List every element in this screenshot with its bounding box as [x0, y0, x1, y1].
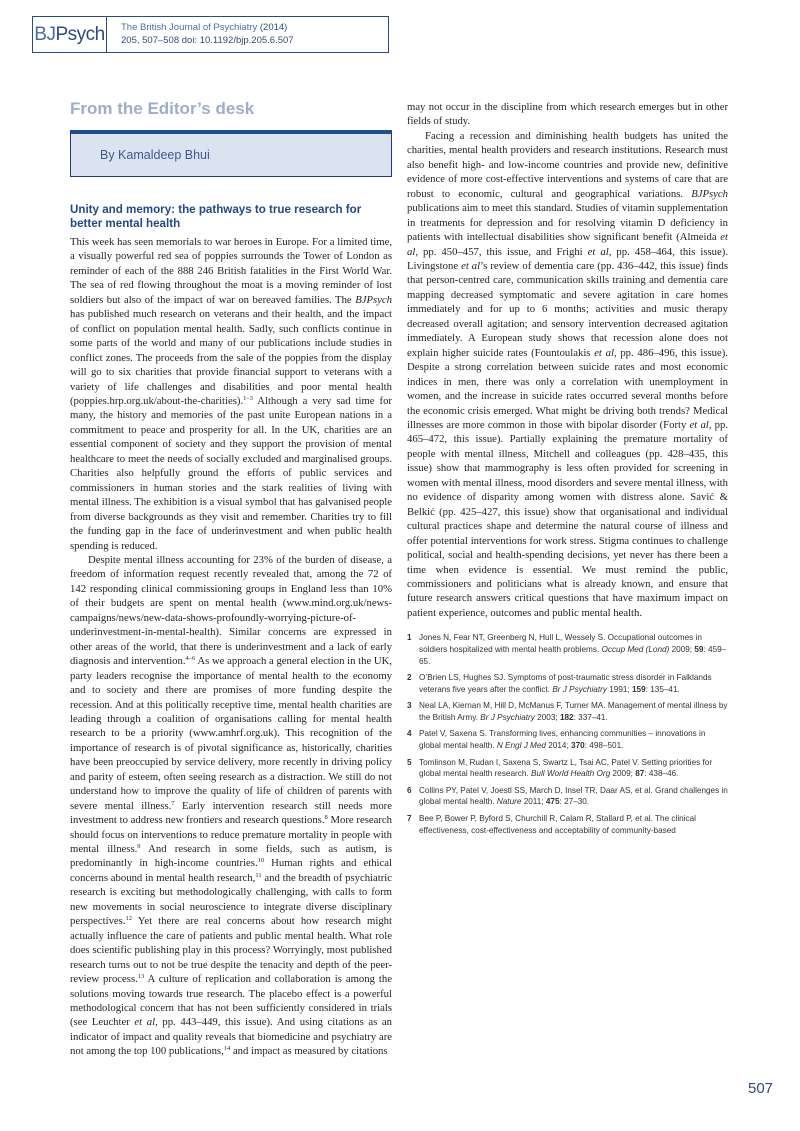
article-title: Unity and memory: the pathways to true research for better mental health [70, 203, 362, 230]
doi-line: 205, 507–508 doi: 10.1192/bjp.205.6.507 [121, 35, 294, 46]
author-byline: By Kamaldeep Bhui [100, 148, 210, 162]
reference-number: 6 [407, 785, 412, 795]
citation-marker: 7 [171, 799, 175, 807]
reference-text: Neal LA, Kiernan M, Hill D, McManus F, Turner MA. Management of mental illness by the British Army. Br J Psychiatry 2003; 182: 337–41. [419, 701, 728, 722]
reference-text: Patel V, Saxena S. Transforming lives, enhancing communities – innovations in global mental health. N Engl J Med 2014; 370: 498–501. [419, 729, 706, 751]
reference-number: 7 [407, 814, 412, 824]
reference-text: Bee P, Bower P, Byford S, Churchill R, Calam R, Stallard P, et al. The clinical effectiveness, cost-effectiveness and acceptability of community-based [419, 814, 696, 835]
byline-box [70, 130, 392, 177]
article-paragraph: may not occur in the discipline from which research emerges but in other fields of study. [407, 101, 728, 128]
reference-list [407, 632, 728, 836]
reference-text: Jones N, Fear NT, Greenberg N, Hull L, Wessely S. Occupational outcomes in soldiers hospitalized with mental health problems. Occup Med (Lond) 2009; 59: 459–65. [419, 633, 727, 666]
journal-citation [107, 17, 294, 52]
reference-item [407, 728, 728, 751]
article-paragraph: This week has seen memorials to war heroes in Europe. For a limited time, a visually powerful red sea of poppies surrounds the Tower of London as reminder of each of the 888 246 British fatalities in the First World War. The sea of red flowing throughout the moat is a moving reminder of lost soldiers but also of the impact of war on bereaved families. The BJPsych has published much research on veterans and their health, and the impact of conflict on population mental health. Sadly, such conflicts continue in some parts of the world and many of our publications include studies in conflict zones. The proceeds from the sale of the poppies from the display will go to six charities that provide financial support to veterans with a variety of life challenges and disabilities and poor mental health (poppies.hrp.org.uk/about-the-charities).$^{1-3}$ Although a very sad time for many, the history and memories of the past unite European nations in a commitment to peace and prosperity for all. In the UK, charities are an essential component of society and they support the provision of mental healthcare to meet the needs of socially excluded and marginalised groups. Charities also helpfully ground the efforts of public services and commissioners in human stories and the stark realities of living with mental illness. The exhibition is a visual symbol that has galvanised people from diverse backgrounds as they visit and remember. Charities try to fill the funding gap in the face of underinvestment and when public health spending is reduced. [70, 236, 392, 552]
logo-psych: Psych [55, 23, 105, 45]
article-paragraph: Despite mental illness accounting for 23% of the burden of disease, a freedom of information request recently revealed that, among the 72 of 142 responding clinical commissioning groups in England less than 10% of their budgets are spent on mental health (www.mind.org.uk/news-campaigns/news/new-data-shows-profoundly-worrying-picture-of-underinvestment-in-mental-health). Similar concerns are expressed in other areas of the world, that there is underinvestment and a lack of early diagnosis and intervention.$^{4-6}$ As we approach a general election in the UK, party leaders recognise the importance of mental health to the economy and to society and there are promises of more funding despite the recession. And at this politically receptive time, mental health charities are leading through a coalition of organisations calling for mental health research to be a priority (www.amhrf.org.uk). This recognition of the importance of research is of pivotal significance as, historically, charities have been preoccupied by service delivery, more recently in driving policy and parity of esteem, often seeing research as a distraction. We still do not understand how to improve the quality of life of children of parents with severe mental illness.$^7$ Early intervention research still needs more investment to address new frontiers and research questions.$^8$ More research should focus on interventions to reduce premature mortality in people with mental illness.$^9$ And research in some fields, such as autism, is predominantly in high-income countries.$^{10}$ Human rights and ethical concerns abound in mental health research,$^{11}$ and the breadth of psychiatric research is exciting but methodologically challenging, with calls to form new movements in social neuroscience to integrate diverse disciplinary perspectives.$^{12}$ Yet there are real concerns about how research might actually influence the care of patients and public mental health. What role does scientific publishing play in this process? Worryingly, most published research turns out to not be true despite the tenacity and depth of the peer-review process.$^{13}$ A culture of replication and collaboration is among the solutions moving towards true research. The placebo effect is a powerful methodological concern that has not been sufficiently considered in trials (see Leuchter et al, pp. 443–449, this issue). And using citations as an indicator of impact and quality reveals that biomedicine and psychiatry are not among the top 100 publications,$^{14}$ and impact as measured by citations [70, 553, 392, 1058]
journal-year: (2014) [259, 22, 288, 33]
reference-text: Tomlinson M, Rudan I, Saxena S, Swartz L, Tsai AC, Patel V. Setting priorities for global mental health research. Bull World Health Org 2009; 87: 438–46. [419, 757, 713, 779]
journal-masthead [32, 16, 389, 53]
journal-name: The British Journal of Psychiatry [121, 22, 258, 33]
reference-item [407, 700, 728, 723]
reference-text: O’Brien LS, Hughes SJ. Symptoms of post-traumatic stress disorder in Falklands veterans five years after the conflict. Br J Psychiatry 1991; 159: 135–41. [419, 673, 712, 694]
logo-bj: BJ [34, 23, 56, 45]
reference-number: 5 [407, 757, 412, 767]
left-column [70, 98, 392, 1059]
citation-marker: 13 [137, 973, 145, 981]
citation-marker: 10 [257, 857, 265, 865]
reference-item [407, 632, 728, 667]
reference-number: 1 [407, 633, 412, 643]
article-paragraph: Facing a recession and diminishing health budgets has united the charities, mental health providers and research institutions. Research must also benefit high- and low-income countries and provide new, definitive evidence of more cost-effective interventions and systems of care that are robust to economic, cultural and geographical variations. BJPsych publications aim to meet this standard. Studies of vitamin supplementation in treatments for depression and for resolving vitamin D deficiency in patients with intellectual disabilities show significant benefit (Almeida et al, pp. 450–457, this issue, and Frighi et al, pp. 458–464, this issue). Livingstone et al’s review of dementia care (pp. 436–442, this issue) finds that person-centred care, communication skills training and dementia care mapping decreased symptomatic and severe agitation in care homes immediately and for up to 6 months; activities and music therapy decreased overall agitation; and sensory intervention decreased agitation immediately. A European study shows that recession alone does not explain higher suicide rates (Fountoulakis et al, pp. 486–496, this issue). Despite a strong correlation between suicide rates and most economic indices in men, there was only a correlation with unemployment in women, and the increase in suicide rates occurred several months before the economic crisis emerged. What might be driving both trends? Medical illnesses are more common in those with bipolar disorder (Forty et al, pp. 465–472, this issue). Partially explaining the premature mortality of people with mental illness, Mitchell and colleagues (pp. 428–435, this issue) show that mammography is less often provided for screening in women with mental illness, mood disorders and severe mental illness, with no evidence of disparity among women with distress alone. Savić & Belkić (pp. 425–427, this issue) show that organisational and individual cultural practices shape and determine the natural course of illness and offer potential interventions for work stress. Stigma continues to challenge political, social and health-spending decisions, yet never has there been a time when evidence is essential. We must remind the public, commissioners and politicians what is already known, and ensure that future research answers critical questions that have maximum impact on patient experience, outcomes and public mental health. [407, 129, 729, 619]
article-body-left [70, 235, 392, 1059]
reference-number: 2 [407, 673, 412, 683]
reference-number: 4 [407, 729, 412, 739]
reference-item [407, 785, 728, 808]
citation-marker: 1–3 [243, 394, 253, 402]
reference-item [407, 757, 728, 780]
reference-item [407, 672, 728, 695]
citation-marker: 8 [324, 814, 328, 822]
article-body-right [407, 100, 728, 620]
section-title: From the Editor’s desk [70, 99, 255, 118]
reference-number: 3 [407, 701, 412, 711]
reference-item [407, 813, 728, 836]
right-column [407, 100, 728, 841]
reference-text: Collins PY, Patel V, Joestl SS, March D, Insel TR, Daar AS, et al. Grand challenges in global mental health. Nature 2011; 475: 27–30. [419, 785, 728, 807]
page-number: 507 [748, 1080, 774, 1097]
citation-marker: 4–6 [185, 655, 196, 663]
citation-marker: 9 [137, 843, 141, 851]
citation-marker: 12 [125, 915, 132, 923]
journal-logo [33, 17, 107, 52]
citation-marker: 14 [223, 1045, 231, 1053]
citation-marker: 11 [255, 871, 262, 879]
